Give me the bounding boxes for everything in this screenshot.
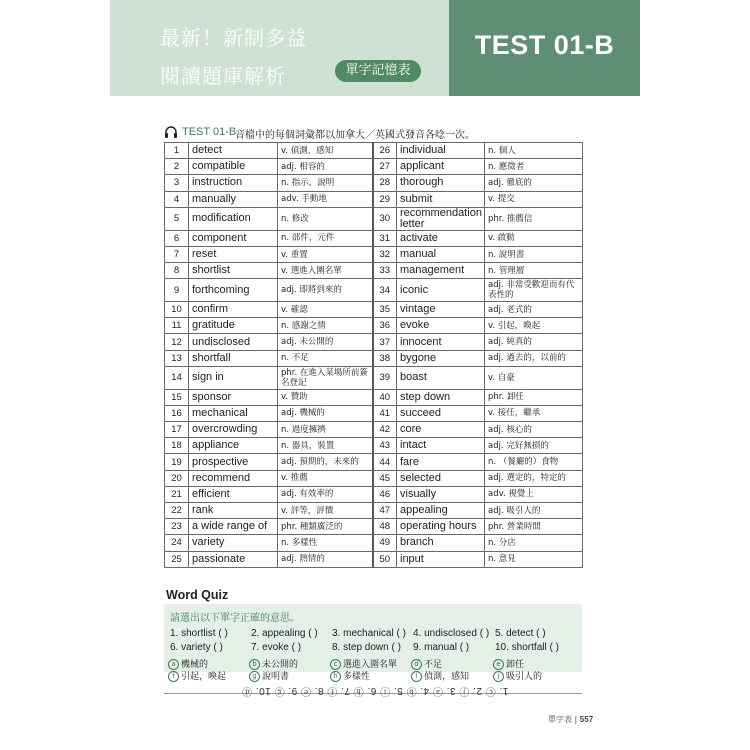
- table-cell-number: 42: [373, 422, 397, 438]
- table-cell-number: 37: [373, 334, 397, 350]
- table-row: [165, 422, 583, 438]
- table-cell-number: 44: [373, 454, 397, 470]
- quiz-option: [411, 669, 469, 682]
- table-cell-definition: adv. 手動地: [278, 191, 373, 207]
- vocabulary-table-body: [165, 143, 583, 568]
- option-text: 不足: [424, 660, 443, 670]
- quiz-item: 10. shortfall ( ): [495, 642, 559, 653]
- table-cell-number: 18: [165, 438, 189, 454]
- table-cell-word: efficient: [189, 486, 278, 502]
- table-row: [165, 143, 583, 159]
- option-text: 偵測，感知: [424, 672, 470, 682]
- table-cell-number: 22: [165, 502, 189, 518]
- table-cell-word: vintage: [397, 302, 485, 318]
- table-cell-definition: v. 評等，評價: [278, 502, 373, 518]
- table-cell-definition: adj. 過去的，以前的: [485, 350, 583, 366]
- headphones-icon: [164, 125, 178, 139]
- table-row: [165, 486, 583, 502]
- option-marker: j: [493, 671, 504, 682]
- quiz-option: [493, 669, 542, 682]
- table-cell-word: recommendation letter: [397, 207, 485, 230]
- option-marker: a: [168, 659, 179, 670]
- option-text: 卸任: [506, 660, 525, 670]
- table-cell-definition: phr. 在進入某場所前簽名登記: [278, 366, 373, 389]
- table-cell-definition: n. 個人: [485, 143, 583, 159]
- page-number: 557: [579, 715, 594, 724]
- table-cell-definition: adj. 未公開的: [278, 334, 373, 350]
- table-cell-definition: n. 過度擁擠: [278, 422, 373, 438]
- table-cell-definition: phr. 卸任: [485, 389, 583, 405]
- quiz-answers-upside-down: 1. ⓒ 2. ⓙ 3. ⓐ 4. ⓑ 5. ⓘ 6. ⓗ 7. ⓕ 8. ⓔ 9. ⓖ 10. ⓓ: [241, 685, 509, 696]
- table-cell-word: visually: [397, 486, 485, 502]
- table-cell-word: operating hours: [397, 519, 485, 535]
- table-cell-word: reset: [189, 246, 278, 262]
- table-cell-word: fare: [397, 454, 485, 470]
- table-cell-definition: adj. 相容的: [278, 159, 373, 175]
- table-cell-definition: adj. 老式的: [485, 302, 583, 318]
- book-title-line1: 最新！新制多益: [160, 26, 307, 50]
- table-row: [165, 159, 583, 175]
- quiz-item: 4. undisclosed ( ): [413, 628, 490, 639]
- table-row: [165, 230, 583, 246]
- test-title-panel: [449, 0, 640, 96]
- table-cell-definition: phr. 推薦信: [485, 207, 583, 230]
- table-cell-number: 10: [165, 302, 189, 318]
- table-cell-definition: adj. 有效率的: [278, 486, 373, 502]
- table-cell-word: detect: [189, 143, 278, 159]
- table-row: [165, 519, 583, 535]
- table-cell-definition: n. 修改: [278, 207, 373, 230]
- table-cell-word: shortfall: [189, 350, 278, 366]
- table-cell-word: manual: [397, 246, 485, 262]
- option-text: 多樣性: [343, 672, 371, 682]
- table-cell-number: 32: [373, 246, 397, 262]
- quiz-option: [330, 669, 370, 682]
- table-cell-word: branch: [397, 535, 485, 551]
- table-cell-word: shortlist: [189, 263, 278, 279]
- table-cell-number: 14: [165, 366, 189, 389]
- table-cell-word: step down: [397, 389, 485, 405]
- table-cell-word: gratitude: [189, 318, 278, 334]
- table-row: [165, 334, 583, 350]
- quiz-item: 1. shortlist ( ): [170, 628, 228, 639]
- section-badge: 單字記憶表: [335, 60, 421, 82]
- table-cell-definition: v. 選進入圍名單: [278, 263, 373, 279]
- option-marker: f: [168, 671, 179, 682]
- option-text: 說明書: [262, 672, 290, 682]
- table-cell-word: undisclosed: [189, 334, 278, 350]
- table-cell-number: 50: [373, 551, 397, 567]
- table-cell-number: 33: [373, 263, 397, 279]
- table-cell-definition: n. 器具，裝置: [278, 438, 373, 454]
- table-cell-definition: n. 分店: [485, 535, 583, 551]
- option-marker: e: [493, 659, 504, 670]
- table-cell-word: appealing: [397, 502, 485, 518]
- quiz-item: 8. step down ( ): [332, 642, 401, 653]
- option-marker: d: [411, 659, 422, 670]
- table-row: [165, 175, 583, 191]
- vocabulary-table: [164, 142, 583, 568]
- quiz-item: 7. evoke ( ): [251, 642, 302, 653]
- table-cell-number: 27: [373, 159, 397, 175]
- table-cell-word: bygone: [397, 350, 485, 366]
- book-title-line2: 閱讀題庫解析: [160, 64, 286, 88]
- table-cell-definition: v. 偵測，感知: [278, 143, 373, 159]
- table-cell-number: 41: [373, 405, 397, 421]
- table-cell-word: recommend: [189, 470, 278, 486]
- page-footer: 單字表 | 557: [548, 715, 594, 724]
- table-cell-number: 35: [373, 302, 397, 318]
- table-cell-word: forthcoming: [189, 279, 278, 302]
- table-cell-word: compatible: [189, 159, 278, 175]
- table-cell-word: thorough: [397, 175, 485, 191]
- table-cell-definition: adj. 徹底的: [485, 175, 583, 191]
- table-cell-number: 21: [165, 486, 189, 502]
- table-cell-definition: adj. 完好無損的: [485, 438, 583, 454]
- table-cell-definition: n. 意見: [485, 551, 583, 567]
- table-cell-number: 49: [373, 535, 397, 551]
- table-row: [165, 438, 583, 454]
- table-cell-word: innocent: [397, 334, 485, 350]
- table-cell-word: activate: [397, 230, 485, 246]
- table-cell-definition: n. （餐廳的）食物: [485, 454, 583, 470]
- table-cell-word: selected: [397, 470, 485, 486]
- table-cell-word: applicant: [397, 159, 485, 175]
- option-text: 機械的: [181, 660, 209, 670]
- table-cell-word: passionate: [189, 551, 278, 567]
- table-cell-word: sponsor: [189, 389, 278, 405]
- table-row: [165, 350, 583, 366]
- table-cell-definition: n. 指示，說明: [278, 175, 373, 191]
- option-text: 未公開的: [262, 660, 299, 670]
- table-cell-definition: v. 引起，喚起: [485, 318, 583, 334]
- table-cell-number: 29: [373, 191, 397, 207]
- table-cell-definition: adj. 非常受歡迎而有代表性的: [485, 279, 583, 302]
- table-cell-number: 43: [373, 438, 397, 454]
- table-cell-definition: adj. 熱情的: [278, 551, 373, 567]
- table-cell-definition: v. 啟動: [485, 230, 583, 246]
- table-cell-definition: v. 自豪: [485, 366, 583, 389]
- table-row: [165, 263, 583, 279]
- table-cell-number: 6: [165, 230, 189, 246]
- table-cell-number: 16: [165, 405, 189, 421]
- table-cell-number: 12: [165, 334, 189, 350]
- table-cell-number: 48: [373, 519, 397, 535]
- table-cell-number: 47: [373, 502, 397, 518]
- table-cell-word: management: [397, 263, 485, 279]
- table-cell-word: rank: [189, 502, 278, 518]
- table-cell-definition: adj. 吸引人的: [485, 502, 583, 518]
- option-marker: h: [330, 671, 341, 682]
- table-cell-number: 23: [165, 519, 189, 535]
- table-cell-number: 24: [165, 535, 189, 551]
- table-row: [165, 551, 583, 567]
- table-cell-number: 3: [165, 175, 189, 191]
- table-cell-definition: adj. 核心的: [485, 422, 583, 438]
- table-cell-word: confirm: [189, 302, 278, 318]
- quiz-option: [168, 669, 226, 682]
- table-cell-number: 17: [165, 422, 189, 438]
- table-cell-definition: adj. 預期的，未來的: [278, 454, 373, 470]
- table-cell-number: 1: [165, 143, 189, 159]
- table-cell-word: submit: [397, 191, 485, 207]
- table-cell-number: 8: [165, 263, 189, 279]
- table-cell-definition: adj. 機械的: [278, 405, 373, 421]
- table-cell-number: 2: [165, 159, 189, 175]
- table-cell-definition: n. 感謝之情: [278, 318, 373, 334]
- table-cell-definition: v. 提交: [485, 191, 583, 207]
- table-row: [165, 535, 583, 551]
- table-cell-definition: n. 部件，元件: [278, 230, 373, 246]
- table-cell-number: 34: [373, 279, 397, 302]
- audio-instruction: [164, 125, 624, 141]
- table-row: [165, 318, 583, 334]
- table-cell-definition: adj. 選定的，特定的: [485, 470, 583, 486]
- quiz-title: Word Quiz: [166, 588, 229, 602]
- table-cell-word: prospective: [189, 454, 278, 470]
- table-cell-number: 31: [373, 230, 397, 246]
- quiz-item: 2. appealing ( ): [251, 628, 318, 639]
- option-marker: i: [411, 671, 422, 682]
- table-cell-word: evoke: [397, 318, 485, 334]
- table-cell-word: iconic: [397, 279, 485, 302]
- table-cell-definition: adv. 視覺上: [485, 486, 583, 502]
- table-cell-word: modification: [189, 207, 278, 230]
- table-cell-number: 9: [165, 279, 189, 302]
- option-marker: g: [249, 671, 260, 682]
- table-cell-word: appliance: [189, 438, 278, 454]
- option-text: 選進入圍名單: [343, 660, 398, 670]
- table-cell-word: core: [397, 422, 485, 438]
- table-cell-word: a wide range of: [189, 519, 278, 535]
- table-row: [165, 279, 583, 302]
- table-cell-word: sign in: [189, 366, 278, 389]
- table-cell-definition: phr. 營業時間: [485, 519, 583, 535]
- table-cell-number: 28: [373, 175, 397, 191]
- quiz-item: 3. mechanical ( ): [332, 628, 406, 639]
- table-cell-definition: v. 贊助: [278, 389, 373, 405]
- table-row: [165, 470, 583, 486]
- table-cell-word: mechanical: [189, 405, 278, 421]
- instruction-text: 音檔中的每個詞彙都以加拿大／英國式發音各唸一次。: [235, 130, 475, 141]
- table-cell-definition: n. 說明書: [485, 246, 583, 262]
- table-row: [165, 366, 583, 389]
- header-title-panel: [110, 0, 449, 96]
- table-row: [165, 502, 583, 518]
- option-text: 引起，喚起: [181, 672, 227, 682]
- table-cell-number: 38: [373, 350, 397, 366]
- table-cell-definition: n. 管理層: [485, 263, 583, 279]
- table-cell-number: 19: [165, 454, 189, 470]
- table-cell-number: 20: [165, 470, 189, 486]
- table-cell-number: 36: [373, 318, 397, 334]
- table-cell-definition: n. 應徵者: [485, 159, 583, 175]
- table-cell-number: 11: [165, 318, 189, 334]
- page-header: [110, 0, 640, 96]
- table-cell-number: 40: [373, 389, 397, 405]
- quiz-item: 9. manual ( ): [413, 642, 470, 653]
- table-cell-definition: v. 推薦: [278, 470, 373, 486]
- table-cell-word: instruction: [189, 175, 278, 191]
- table-cell-definition: v. 確認: [278, 302, 373, 318]
- quiz-item: 6. variety ( ): [170, 642, 223, 653]
- option-text: 吸引人的: [506, 672, 543, 682]
- table-cell-word: component: [189, 230, 278, 246]
- table-cell-number: 4: [165, 191, 189, 207]
- table-cell-definition: v. 重置: [278, 246, 373, 262]
- test-title: TEST 01-B: [474, 30, 615, 60]
- footer-label: 單字表: [548, 715, 572, 724]
- table-row: [165, 405, 583, 421]
- table-row: [165, 302, 583, 318]
- instruction-test-id: TEST 01-B: [182, 126, 237, 138]
- option-marker: c: [330, 659, 341, 670]
- table-row: [165, 454, 583, 470]
- table-cell-definition: phr. 種類廣泛的: [278, 519, 373, 535]
- table-cell-number: 30: [373, 207, 397, 230]
- table-row: [165, 246, 583, 262]
- table-cell-number: 15: [165, 389, 189, 405]
- table-row: [165, 389, 583, 405]
- table-cell-definition: adj. 純真的: [485, 334, 583, 350]
- table-cell-definition: n. 多樣性: [278, 535, 373, 551]
- table-cell-word: overcrowding: [189, 422, 278, 438]
- table-cell-number: 5: [165, 207, 189, 230]
- table-cell-number: 46: [373, 486, 397, 502]
- table-cell-number: 13: [165, 350, 189, 366]
- option-marker: b: [249, 659, 260, 670]
- table-cell-number: 45: [373, 470, 397, 486]
- table-cell-word: manually: [189, 191, 278, 207]
- table-cell-word: input: [397, 551, 485, 567]
- table-cell-word: boast: [397, 366, 485, 389]
- table-cell-number: 26: [373, 143, 397, 159]
- table-cell-definition: adj. 即將到來的: [278, 279, 373, 302]
- table-cell-definition: v. 接任，繼承: [485, 405, 583, 421]
- table-cell-word: variety: [189, 535, 278, 551]
- quiz-prompt: 請選出以下單字正確的意思。: [170, 613, 300, 624]
- table-cell-definition: n. 不足: [278, 350, 373, 366]
- table-cell-word: succeed: [397, 405, 485, 421]
- table-cell-number: 39: [373, 366, 397, 389]
- table-row: [165, 207, 583, 230]
- table-cell-word: individual: [397, 143, 485, 159]
- table-row: [165, 191, 583, 207]
- table-cell-word: intact: [397, 438, 485, 454]
- table-cell-number: 25: [165, 551, 189, 567]
- table-cell-number: 7: [165, 246, 189, 262]
- quiz-option: [249, 669, 289, 682]
- quiz-item: 5. detect ( ): [495, 628, 546, 639]
